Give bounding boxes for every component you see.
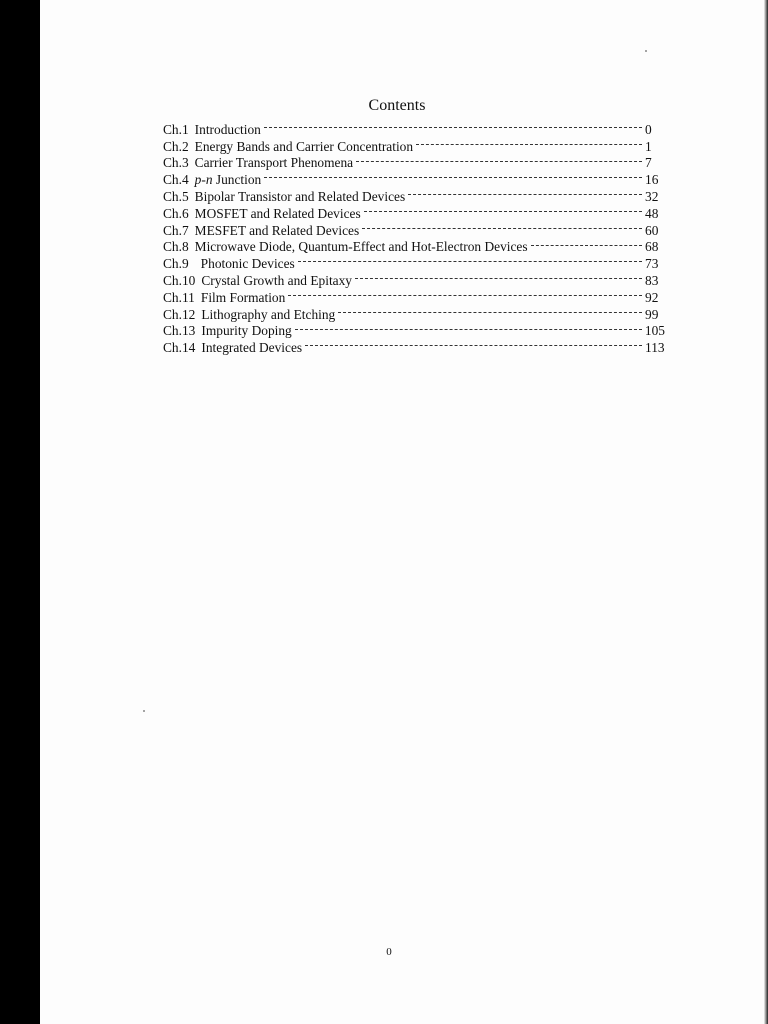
chapter-title: MESFET and Related Devices xyxy=(194,222,360,238)
chapter-number: Ch.3 xyxy=(163,155,189,171)
chapter-number: Ch.8 xyxy=(163,239,189,255)
dot-leader xyxy=(305,335,642,352)
chapter-page: 1 xyxy=(645,138,652,154)
chapter-number: Ch.4 xyxy=(163,172,189,188)
dot-leader xyxy=(295,319,642,336)
chapter-number: Ch.13 xyxy=(163,323,196,339)
chapter-page: 0 xyxy=(645,121,652,137)
chapter-number: Ch.14 xyxy=(163,340,196,356)
chapter-page: 83 xyxy=(645,272,659,288)
chapter-title: MOSFET and Related Devices xyxy=(194,205,361,221)
chapter-page: 73 xyxy=(645,256,659,272)
chapter-number: Ch.12 xyxy=(163,306,196,322)
chapter-number: Ch.2 xyxy=(163,138,189,154)
chapter-page: 92 xyxy=(645,289,659,305)
chapter-title: Crystal Growth and Epitaxy xyxy=(201,272,352,288)
chapter-page: 32 xyxy=(645,188,659,204)
dot-leader xyxy=(356,151,642,168)
chapter-title: Lithography and Etching xyxy=(201,306,336,322)
scan-border-right xyxy=(764,0,768,1024)
dot-leader xyxy=(338,302,642,319)
toc-entry xyxy=(163,117,665,137)
chapter-page: 99 xyxy=(645,306,659,322)
chapter-title: Photonic Devices xyxy=(200,256,295,272)
chapter-number: Ch.6 xyxy=(163,205,189,221)
chapter-number: Ch.11 xyxy=(163,289,195,305)
scan-speck xyxy=(143,710,145,712)
dot-leader xyxy=(408,184,642,201)
chapter-title: Energy Bands and Carrier Concentration xyxy=(194,138,414,154)
chapter-number: Ch.5 xyxy=(163,188,189,204)
scan-border-left xyxy=(0,0,40,1024)
chapter-title: Microwave Diode, Quantum-Effect and Hot-Electron Devices xyxy=(194,239,528,255)
chapter-page: 68 xyxy=(645,239,659,255)
chapter-title: Impurity Doping xyxy=(201,323,292,339)
chapter-page: 60 xyxy=(645,222,659,238)
dot-leader xyxy=(355,268,642,285)
chapter-title: Integrated Devices xyxy=(201,340,303,356)
dot-leader xyxy=(531,235,642,252)
table-of-contents xyxy=(163,117,665,356)
contents-title: Contents xyxy=(368,97,426,114)
chapter-number: Ch.9 xyxy=(163,256,189,272)
dot-leader xyxy=(264,117,642,134)
dot-leader xyxy=(362,218,642,235)
chapter-page: 7 xyxy=(645,155,652,171)
scan-speck xyxy=(645,50,647,52)
dot-leader xyxy=(264,167,642,184)
chapter-title: Introduction xyxy=(194,121,261,137)
chapter-page: 48 xyxy=(645,205,659,221)
chapter-number: Ch.7 xyxy=(163,222,189,238)
dot-leader xyxy=(416,134,642,151)
chapter-page: 105 xyxy=(644,323,665,339)
dot-leader xyxy=(298,251,642,268)
chapter-title: Carrier Transport Phenomena xyxy=(194,155,354,171)
dot-leader xyxy=(288,285,642,302)
dot-leader xyxy=(364,201,642,218)
chapter-number: Ch.10 xyxy=(163,272,196,288)
chapter-page: 113 xyxy=(645,340,665,356)
chapter-title: Film Formation xyxy=(200,289,286,305)
chapter-page: 16 xyxy=(645,172,659,188)
chapter-title: Bipolar Transistor and Related Devices xyxy=(194,188,406,204)
page-number: 0 xyxy=(386,946,392,958)
chapter-number: Ch.1 xyxy=(163,121,189,137)
chapter-title: p-n Junction xyxy=(194,172,262,188)
